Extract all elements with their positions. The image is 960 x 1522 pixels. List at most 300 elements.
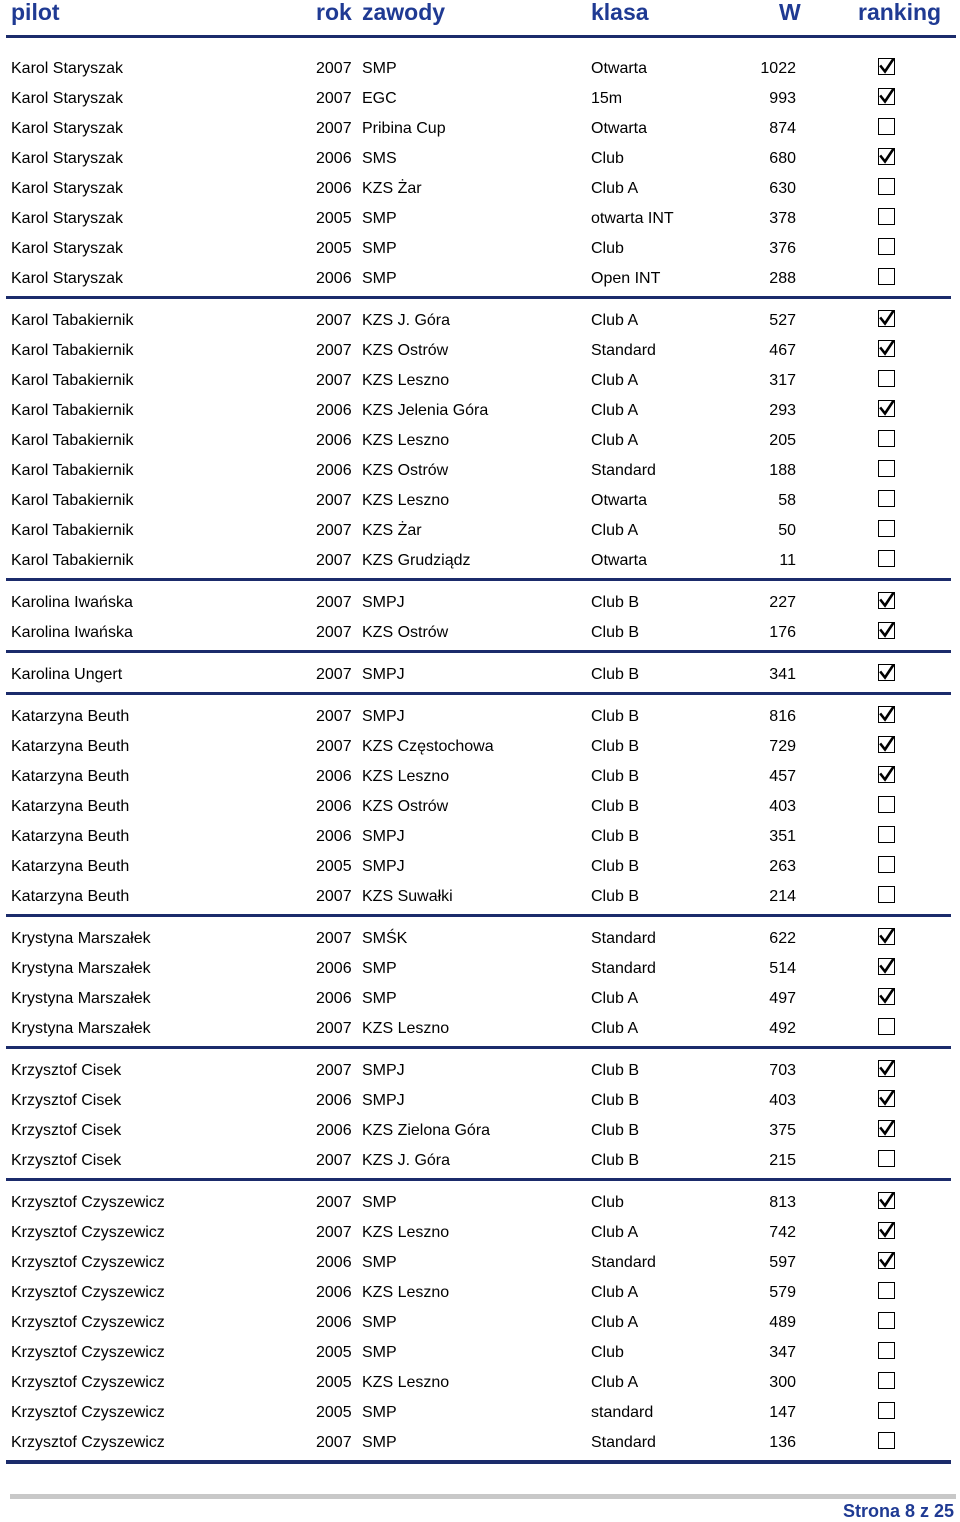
cell-year: 2006 — [316, 768, 352, 785]
cell-w: 497 — [769, 990, 796, 1007]
cell-class: Club B — [591, 1062, 640, 1079]
checked-box-icon — [878, 988, 895, 1005]
cell-event: KZS Żar — [362, 180, 422, 197]
cell-w: 630 — [769, 180, 796, 197]
table-row — [0, 366, 960, 396]
cell-event: KZS Leszno — [362, 768, 450, 785]
cell-event: SMP — [362, 1314, 397, 1331]
group-divider — [6, 1178, 951, 1181]
table-row — [0, 84, 960, 114]
cell-event: KZS Leszno — [362, 492, 450, 509]
cell-class: Standard — [591, 462, 656, 479]
cell-year: 2007 — [316, 522, 352, 539]
table-row — [0, 264, 960, 294]
cell-class: Club B — [591, 738, 640, 755]
cell-year: 2006 — [316, 990, 352, 1007]
cell-class: Club B — [591, 888, 640, 905]
cell-year: 2006 — [316, 402, 352, 419]
table-row — [0, 1278, 960, 1308]
cell-event: SMP — [362, 210, 397, 227]
cell-pilot: Katarzyna Beuth — [11, 738, 130, 755]
checked-box-icon — [878, 1090, 895, 1107]
cell-w: 993 — [769, 90, 796, 107]
table-row — [0, 1086, 960, 1116]
cell-pilot: Krzysztof Czyszewicz — [11, 1314, 165, 1331]
cell-w: 1022 — [760, 60, 796, 77]
table-row — [0, 618, 960, 648]
cell-w: 403 — [769, 1092, 796, 1109]
cell-w: 874 — [769, 120, 796, 137]
checked-box-icon — [878, 148, 895, 165]
cell-year: 2006 — [316, 1314, 352, 1331]
cell-w: 341 — [769, 666, 796, 683]
cell-event: SMP — [362, 270, 397, 287]
table-row — [0, 516, 960, 546]
cell-year: 2006 — [316, 462, 352, 479]
cell-pilot: Katarzyna Beuth — [11, 768, 130, 785]
cell-event: SMPJ — [362, 708, 405, 725]
footer-divider — [10, 1494, 956, 1499]
cell-pilot: Karolina Iwańska — [11, 624, 133, 641]
cell-event: EGC — [362, 90, 397, 107]
group-divider — [6, 692, 951, 695]
checked-box-icon — [878, 622, 895, 639]
table-row — [0, 456, 960, 486]
cell-pilot: Krzysztof Czyszewicz — [11, 1404, 165, 1421]
cell-class: Club A — [591, 372, 639, 389]
cell-class: otwarta INT — [591, 210, 674, 227]
cell-w: 742 — [769, 1224, 796, 1241]
unchecked-box-icon — [878, 1150, 895, 1167]
cell-event: KZS Ostrów — [362, 798, 449, 815]
cell-year: 2007 — [316, 708, 352, 725]
unchecked-box-icon — [878, 1432, 895, 1449]
unchecked-box-icon — [878, 550, 895, 567]
cell-class: Club A — [591, 180, 639, 197]
cell-year: 2007 — [316, 888, 352, 905]
cell-event: KZS Ostrów — [362, 624, 449, 641]
cell-pilot: Krystyna Marszałek — [11, 1020, 151, 1037]
checked-box-icon — [878, 1060, 895, 1077]
cell-w: 813 — [769, 1194, 796, 1211]
unchecked-box-icon — [878, 1018, 895, 1035]
cell-class: Club A — [591, 1020, 639, 1037]
unchecked-box-icon — [878, 1372, 895, 1389]
table-row — [0, 1338, 960, 1368]
cell-year: 2005 — [316, 1344, 352, 1361]
cell-year: 2007 — [316, 1434, 352, 1451]
cell-pilot: Karol Tabakiernik — [11, 462, 134, 479]
cell-event: SMŚK — [362, 930, 408, 947]
cell-class: Club A — [591, 1224, 639, 1241]
cell-pilot: Karol Staryszak — [11, 270, 124, 287]
unchecked-box-icon — [878, 268, 895, 285]
cell-pilot: Karol Tabakiernik — [11, 402, 134, 419]
cell-w: 176 — [769, 624, 796, 641]
checked-box-icon — [878, 928, 895, 945]
cell-year: 2007 — [316, 552, 352, 569]
cell-pilot: Karol Staryszak — [11, 90, 124, 107]
cell-w: 376 — [769, 240, 796, 257]
cell-pilot: Krzysztof Czyszewicz — [11, 1434, 165, 1451]
table-row — [0, 792, 960, 822]
cell-year: 2007 — [316, 624, 352, 641]
cell-year: 2007 — [316, 1062, 352, 1079]
cell-w: 58 — [778, 492, 796, 509]
group-divider — [6, 914, 951, 917]
table-row — [0, 954, 960, 984]
cell-year: 2007 — [316, 1194, 352, 1211]
table-row — [0, 1116, 960, 1146]
checked-box-icon — [878, 766, 895, 783]
table-row — [0, 1188, 960, 1218]
cell-event: KZS Leszno — [362, 432, 450, 449]
cell-w: 375 — [769, 1122, 796, 1139]
cell-w: 729 — [769, 738, 796, 755]
cell-event: SMPJ — [362, 1062, 405, 1079]
cell-class: Club B — [591, 768, 640, 785]
cell-class: standard — [591, 1404, 654, 1421]
cell-event: KZS Zielona Góra — [362, 1122, 491, 1139]
unchecked-box-icon — [878, 1312, 895, 1329]
cell-w: 680 — [769, 150, 796, 167]
unchecked-box-icon — [878, 460, 895, 477]
cell-event: KZS Ostrów — [362, 342, 449, 359]
cell-event: KZS Leszno — [362, 1224, 450, 1241]
cell-event: KZS Leszno — [362, 1374, 450, 1391]
cell-w: 467 — [769, 342, 796, 359]
cell-w: 263 — [769, 858, 796, 875]
table-row — [0, 234, 960, 264]
table-row — [0, 204, 960, 234]
unchecked-box-icon — [878, 796, 895, 813]
table-row — [0, 732, 960, 762]
cell-pilot: Karol Staryszak — [11, 120, 124, 137]
cell-w: 188 — [769, 462, 796, 479]
table-header — [0, 0, 960, 34]
cell-class: Standard — [591, 930, 656, 947]
cell-pilot: Karol Staryszak — [11, 180, 124, 197]
header-event: zawody — [362, 0, 446, 25]
cell-w: 205 — [769, 432, 796, 449]
cell-pilot: Krystyna Marszałek — [11, 960, 151, 977]
cell-pilot: Karol Staryszak — [11, 210, 124, 227]
cell-w: 816 — [769, 708, 796, 725]
cell-pilot: Katarzyna Beuth — [11, 858, 130, 875]
cell-pilot: Katarzyna Beuth — [11, 798, 130, 815]
cell-class: Club B — [591, 666, 640, 683]
cell-w: 703 — [769, 1062, 796, 1079]
unchecked-box-icon — [878, 1282, 895, 1299]
header-year: rok — [316, 0, 352, 25]
cell-year: 2007 — [316, 90, 352, 107]
cell-class: Standard — [591, 1254, 656, 1271]
cell-class: Club B — [591, 1092, 640, 1109]
cell-class: Standard — [591, 1434, 656, 1451]
cell-class: Club — [591, 240, 624, 257]
cell-year: 2006 — [316, 1284, 352, 1301]
group-divider — [6, 650, 951, 653]
cell-event: KZS Leszno — [362, 1020, 450, 1037]
cell-class: Otwarta — [591, 120, 648, 137]
cell-event: SMP — [362, 1434, 397, 1451]
cell-event: SMPJ — [362, 1092, 405, 1109]
cell-pilot: Karol Staryszak — [11, 150, 124, 167]
cell-class: Club A — [591, 522, 639, 539]
cell-class: Club B — [591, 624, 640, 641]
cell-pilot: Karol Staryszak — [11, 240, 124, 257]
unchecked-box-icon — [878, 886, 895, 903]
checked-box-icon — [878, 400, 895, 417]
cell-w: 527 — [769, 312, 796, 329]
cell-year: 2005 — [316, 210, 352, 227]
cell-event: SMS — [362, 150, 397, 167]
cell-event: SMP — [362, 990, 397, 1007]
group-divider — [6, 578, 951, 581]
cell-w: 378 — [769, 210, 796, 227]
checked-box-icon — [878, 1120, 895, 1137]
header-divider — [6, 35, 956, 38]
cell-w: 136 — [769, 1434, 796, 1451]
checked-box-icon — [878, 958, 895, 975]
table-row — [0, 882, 960, 912]
cell-pilot: Karol Tabakiernik — [11, 312, 134, 329]
cell-year: 2006 — [316, 1122, 352, 1139]
group-divider — [6, 296, 951, 299]
checked-box-icon — [878, 592, 895, 609]
cell-event: SMP — [362, 1344, 397, 1361]
cell-event: KZS Jelenia Góra — [362, 402, 489, 419]
cell-class: Club — [591, 1344, 624, 1361]
cell-class: Club A — [591, 432, 639, 449]
cell-class: Standard — [591, 342, 656, 359]
table-row — [0, 1368, 960, 1398]
unchecked-box-icon — [878, 208, 895, 225]
table-row — [0, 1248, 960, 1278]
cell-pilot: Krzysztof Czyszewicz — [11, 1344, 165, 1361]
cell-class: 15m — [591, 90, 623, 107]
table-row — [0, 588, 960, 618]
cell-event: KZS Leszno — [362, 1284, 450, 1301]
cell-class: Otwarta — [591, 552, 648, 569]
table-row — [0, 336, 960, 366]
cell-pilot: Krzysztof Cisek — [11, 1062, 122, 1079]
checked-box-icon — [878, 1252, 895, 1269]
table-row — [0, 762, 960, 792]
cell-class: Club A — [591, 402, 639, 419]
cell-year: 2005 — [316, 240, 352, 257]
page-number: Strona 8 z 25 — [842, 1501, 954, 1521]
cell-pilot: Krzysztof Czyszewicz — [11, 1194, 165, 1211]
cell-w: 347 — [769, 1344, 796, 1361]
cell-pilot: Karolina Ungert — [11, 666, 123, 683]
cell-pilot: Katarzyna Beuth — [11, 828, 130, 845]
cell-pilot: Karol Tabakiernik — [11, 372, 134, 389]
cell-year: 2007 — [316, 738, 352, 755]
cell-w: 597 — [769, 1254, 796, 1271]
table-row — [0, 702, 960, 732]
table-row — [0, 396, 960, 426]
cell-year: 2006 — [316, 798, 352, 815]
cell-pilot: Krzysztof Cisek — [11, 1092, 122, 1109]
table-bottom-divider — [6, 1460, 951, 1464]
cell-pilot: Krzysztof Czyszewicz — [11, 1374, 165, 1391]
cell-class: Club A — [591, 1284, 639, 1301]
cell-year: 2006 — [316, 150, 352, 167]
cell-pilot: Krzysztof Cisek — [11, 1122, 122, 1139]
cell-class: Club — [591, 1194, 624, 1211]
table-row — [0, 852, 960, 882]
cell-w: 492 — [769, 1020, 796, 1037]
header-pilot: pilot — [11, 0, 60, 25]
cell-year: 2005 — [316, 858, 352, 875]
unchecked-box-icon — [878, 826, 895, 843]
cell-year: 2006 — [316, 1092, 352, 1109]
cell-pilot: Karol Tabakiernik — [11, 342, 134, 359]
cell-event: KZS Żar — [362, 522, 422, 539]
cell-event: KZS Ostrów — [362, 462, 449, 479]
cell-w: 11 — [779, 552, 796, 569]
cell-class: Otwarta — [591, 60, 648, 77]
cell-event: SMP — [362, 1254, 397, 1271]
unchecked-box-icon — [878, 520, 895, 537]
cell-event: SMPJ — [362, 858, 405, 875]
table-row — [0, 984, 960, 1014]
table-row — [0, 486, 960, 516]
unchecked-box-icon — [878, 490, 895, 507]
checked-box-icon — [878, 58, 895, 75]
cell-pilot: Karol Staryszak — [11, 60, 124, 77]
unchecked-box-icon — [878, 370, 895, 387]
checked-box-icon — [878, 736, 895, 753]
cell-year: 2007 — [316, 492, 352, 509]
checked-box-icon — [878, 88, 895, 105]
cell-class: Club B — [591, 828, 640, 845]
cell-w: 50 — [778, 522, 796, 539]
cell-w: 457 — [769, 768, 796, 785]
cell-event: KZS Leszno — [362, 372, 450, 389]
header-class: klasa — [591, 0, 649, 25]
cell-class: Otwarta — [591, 492, 648, 509]
cell-event: KZS Suwałki — [362, 888, 453, 905]
cell-event: KZS J. Góra — [362, 312, 451, 329]
cell-event: KZS Częstochowa — [362, 738, 494, 755]
cell-class: Standard — [591, 960, 656, 977]
table-row — [0, 1218, 960, 1248]
checked-box-icon — [878, 310, 895, 327]
cell-event: SMPJ — [362, 594, 405, 611]
cell-event: SMP — [362, 1404, 397, 1421]
cell-w: 300 — [769, 1374, 796, 1391]
cell-year: 2006 — [316, 432, 352, 449]
cell-year: 2005 — [316, 1374, 352, 1391]
group-divider — [6, 1046, 951, 1049]
cell-year: 2006 — [316, 180, 352, 197]
cell-class: Club — [591, 150, 624, 167]
cell-pilot: Karol Tabakiernik — [11, 432, 134, 449]
cell-year: 2006 — [316, 828, 352, 845]
cell-pilot: Katarzyna Beuth — [11, 888, 130, 905]
cell-pilot: Krzysztof Czyszewicz — [11, 1254, 165, 1271]
table-row — [0, 54, 960, 84]
cell-year: 2007 — [316, 342, 352, 359]
cell-class: Open INT — [591, 270, 661, 287]
checked-box-icon — [878, 340, 895, 357]
unchecked-box-icon — [878, 856, 895, 873]
cell-class: Club A — [591, 1374, 639, 1391]
cell-w: 215 — [769, 1152, 796, 1169]
unchecked-box-icon — [878, 1402, 895, 1419]
unchecked-box-icon — [878, 1342, 895, 1359]
unchecked-box-icon — [878, 178, 895, 195]
cell-class: Club A — [591, 990, 639, 1007]
table-row — [0, 924, 960, 954]
cell-pilot: Krystyna Marszałek — [11, 930, 151, 947]
cell-w: 288 — [769, 270, 796, 287]
table-row — [0, 660, 960, 690]
checked-box-icon — [878, 1222, 895, 1239]
cell-w: 622 — [769, 930, 796, 947]
cell-class: Club B — [591, 858, 640, 875]
cell-year: 2007 — [316, 372, 352, 389]
unchecked-box-icon — [878, 430, 895, 447]
table-row — [0, 1398, 960, 1428]
cell-class: Club B — [591, 1122, 640, 1139]
cell-event: SMP — [362, 60, 397, 77]
table-row — [0, 144, 960, 174]
cell-year: 2007 — [316, 1152, 352, 1169]
cell-class: Club B — [591, 708, 640, 725]
table-row — [0, 1056, 960, 1086]
cell-w: 214 — [769, 888, 796, 905]
cell-year: 2007 — [316, 930, 352, 947]
checked-box-icon — [878, 706, 895, 723]
cell-year: 2007 — [316, 666, 352, 683]
cell-w: 514 — [769, 960, 796, 977]
cell-w: 317 — [769, 372, 796, 389]
cell-pilot: Krzysztof Czyszewicz — [11, 1284, 165, 1301]
cell-event: KZS J. Góra — [362, 1152, 451, 1169]
cell-year: 2006 — [316, 270, 352, 287]
cell-w: 227 — [769, 594, 796, 611]
header-ranking: ranking — [858, 0, 942, 25]
header-w: W — [779, 0, 801, 25]
cell-w: 293 — [769, 402, 796, 419]
cell-w: 579 — [769, 1284, 796, 1301]
cell-class: Club B — [591, 1152, 640, 1169]
table-row — [0, 1014, 960, 1044]
table-row — [0, 426, 960, 456]
cell-year: 2006 — [316, 960, 352, 977]
cell-year: 2007 — [316, 60, 352, 77]
cell-w: 351 — [769, 828, 796, 845]
cell-w: 489 — [769, 1314, 796, 1331]
cell-event: SMP — [362, 960, 397, 977]
cell-year: 2007 — [316, 1224, 352, 1241]
cell-pilot: Krystyna Marszałek — [11, 990, 151, 1007]
cell-event: KZS Grudziądz — [362, 552, 471, 569]
cell-pilot: Krzysztof Czyszewicz — [11, 1224, 165, 1241]
cell-event: SMPJ — [362, 666, 405, 683]
cell-year: 2007 — [316, 312, 352, 329]
checked-box-icon — [878, 664, 895, 681]
cell-event: Pribina Cup — [362, 120, 446, 137]
table-row — [0, 114, 960, 144]
cell-pilot: Karol Tabakiernik — [11, 522, 134, 539]
unchecked-box-icon — [878, 238, 895, 255]
cell-year: 2007 — [316, 120, 352, 137]
cell-w: 147 — [769, 1404, 796, 1421]
